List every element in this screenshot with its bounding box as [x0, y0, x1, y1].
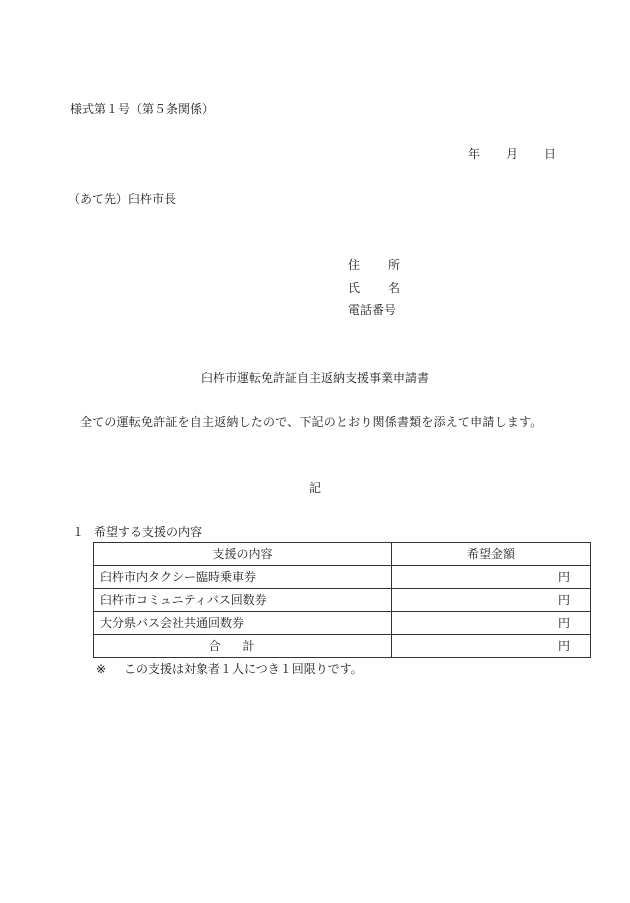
name-label	[348, 281, 402, 295]
note-mark: ※	[96, 662, 107, 676]
address-label-char-2: 所	[388, 258, 401, 272]
address-label	[348, 258, 402, 272]
address-label-char-1: 住	[348, 258, 361, 272]
amount-cell: 円	[392, 566, 591, 589]
date-year-label: 年	[468, 147, 481, 161]
date-day-label: 日	[544, 147, 557, 161]
note	[96, 662, 363, 676]
addressee: （あて先）臼杵市長	[68, 192, 177, 206]
date-month-label: 月	[506, 147, 519, 161]
support-item: 臼杵市コミュニティバス回数券	[94, 589, 392, 612]
amount-cell: 円	[392, 589, 591, 612]
amount-cell: 円	[392, 612, 591, 635]
name-label-char-1: 氏	[348, 281, 361, 295]
table-row	[94, 589, 591, 612]
ki-heading: 記	[308, 481, 321, 495]
table-total-row	[94, 635, 591, 658]
document-title: 臼杵市運転免許証自主返納支援事業申請書	[200, 371, 429, 385]
support-item: 臼杵市内タクシー臨時乗車券	[94, 566, 392, 589]
phone-label: 電話番号	[348, 303, 397, 317]
header-support-content: 支援の内容	[94, 543, 392, 566]
table-header-row	[94, 543, 591, 566]
table-row	[94, 612, 591, 635]
name-label-char-2: 名	[388, 281, 401, 295]
support-table	[93, 542, 591, 658]
date-line	[468, 147, 556, 161]
form-number: 様式第１号（第５条関係）	[70, 102, 215, 116]
support-item: 大分県バス会社共通回数券	[94, 612, 392, 635]
total-amount-cell: 円	[392, 635, 591, 658]
note-text: この支援は対象者１人につき１回限りです。	[124, 662, 363, 676]
table-row	[94, 566, 591, 589]
section-title: 希望する支援の内容	[94, 525, 203, 539]
total-label: 合計	[94, 635, 392, 658]
body-text: 全ての運転免許証を自主返納したので、下記のとおり関係書類を添えて申請します。	[80, 415, 543, 429]
section-number: １	[72, 525, 85, 539]
header-desired-amount: 希望金額	[392, 543, 591, 566]
section-heading	[72, 525, 202, 539]
